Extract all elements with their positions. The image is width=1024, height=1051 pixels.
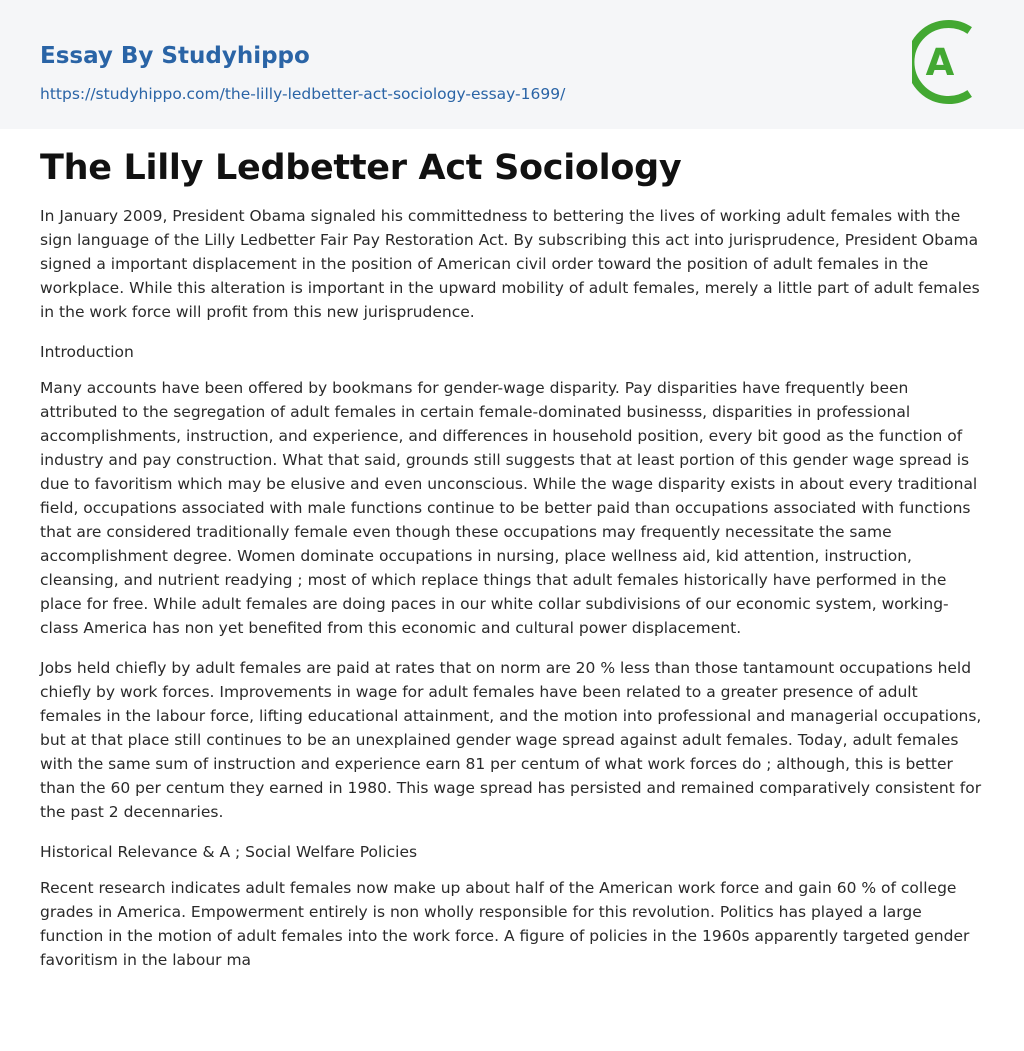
- paragraph: Recent research indicates adult females now make up about half of the American work force and gain 60 % of college grades in America. Empowerment entirely is non wholly responsible for this revolution. Politics has played a large function in the motion of adult females into the work force. A figure of policies in the 1960s apparently targeted gender favoritism in the labour ma: [40, 879, 970, 969]
- article: [0, 129, 1024, 972]
- section-heading-introduction: Introduction: [40, 343, 134, 361]
- paragraph-intro: In January 2009, President Obama signaled his committedness to bettering the lives of working adult females with the sign language of the Lilly Ledbetter Fair Pay Restoration Act. By subscribing this act into jurisprudence, President Obama signed a important displacement in the position of American civil order toward the position of adult females in the workplace. While this alteration is important in the upward mobility of adult females, merely a little part of adult females in the work force will profit from this new jurisprudence.: [40, 207, 980, 321]
- article-title: The Lilly Ledbetter Act Sociology: [40, 148, 682, 188]
- logo-letter: A: [925, 41, 955, 84]
- circle-a-logo-icon[interactable]: [912, 19, 986, 105]
- essay-url-link[interactable]: https://studyhippo.com/the-lilly-ledbetter-act-sociology-essay-1699/: [40, 85, 566, 103]
- site-header: [0, 0, 1024, 129]
- paragraph: Jobs held chiefly by adult females are paid at rates that on norm are 20 % less than those tantamount occupations held chiefly by work forces. Improvements in wage for adult females have been related to a greater presence of adult females in the labour force, lifting educational attainment, and the motion into professional and managerial occupations, but at that place still continues to be an unexplained gender wage spread against adult females. Today, adult females with the same sum of instruction and experience earn 81 per centum of what work forces do ; although, this is better than the 60 per centum they earned in 1980. This wage spread has persisted and remained comparatively consistent for the past 2 decennaries.: [40, 659, 982, 821]
- section-heading-historical-relevance: Historical Relevance & A ; Social Welfare Policies: [40, 843, 418, 861]
- site-brand[interactable]: Essay By Studyhippo: [40, 43, 310, 69]
- paragraph: Many accounts have been offered by bookmans for gender-wage disparity. Pay disparities have frequently been attributed to the segregation of adult females in certain female-dominated businesss, disparities in professional accomplishments, instruction, and experience, and differences in household position, every bit good as the function of industry and pay construction. What that said, grounds still suggests that at least portion of this gender wage spread is due to favoritism which may be elusive and even unconscious. While the wage disparity exists in about every traditional field, occupations associated with male functions continue to be better paid than occupations associated with functions that are considered traditionally female even though these occupations may frequently necessitate the same accomplishment degree. Women dominate occupations in nursing, place wellness aid, kid attention, instruction, cleansing, and nutrient readying ; most of which replace things that adult females historically have performed in the place for free. While adult females are doing paces in our white collar subdivisions of our economic system, working-class America has non yet benefited from this economic and cultural power displacement.: [40, 379, 978, 637]
